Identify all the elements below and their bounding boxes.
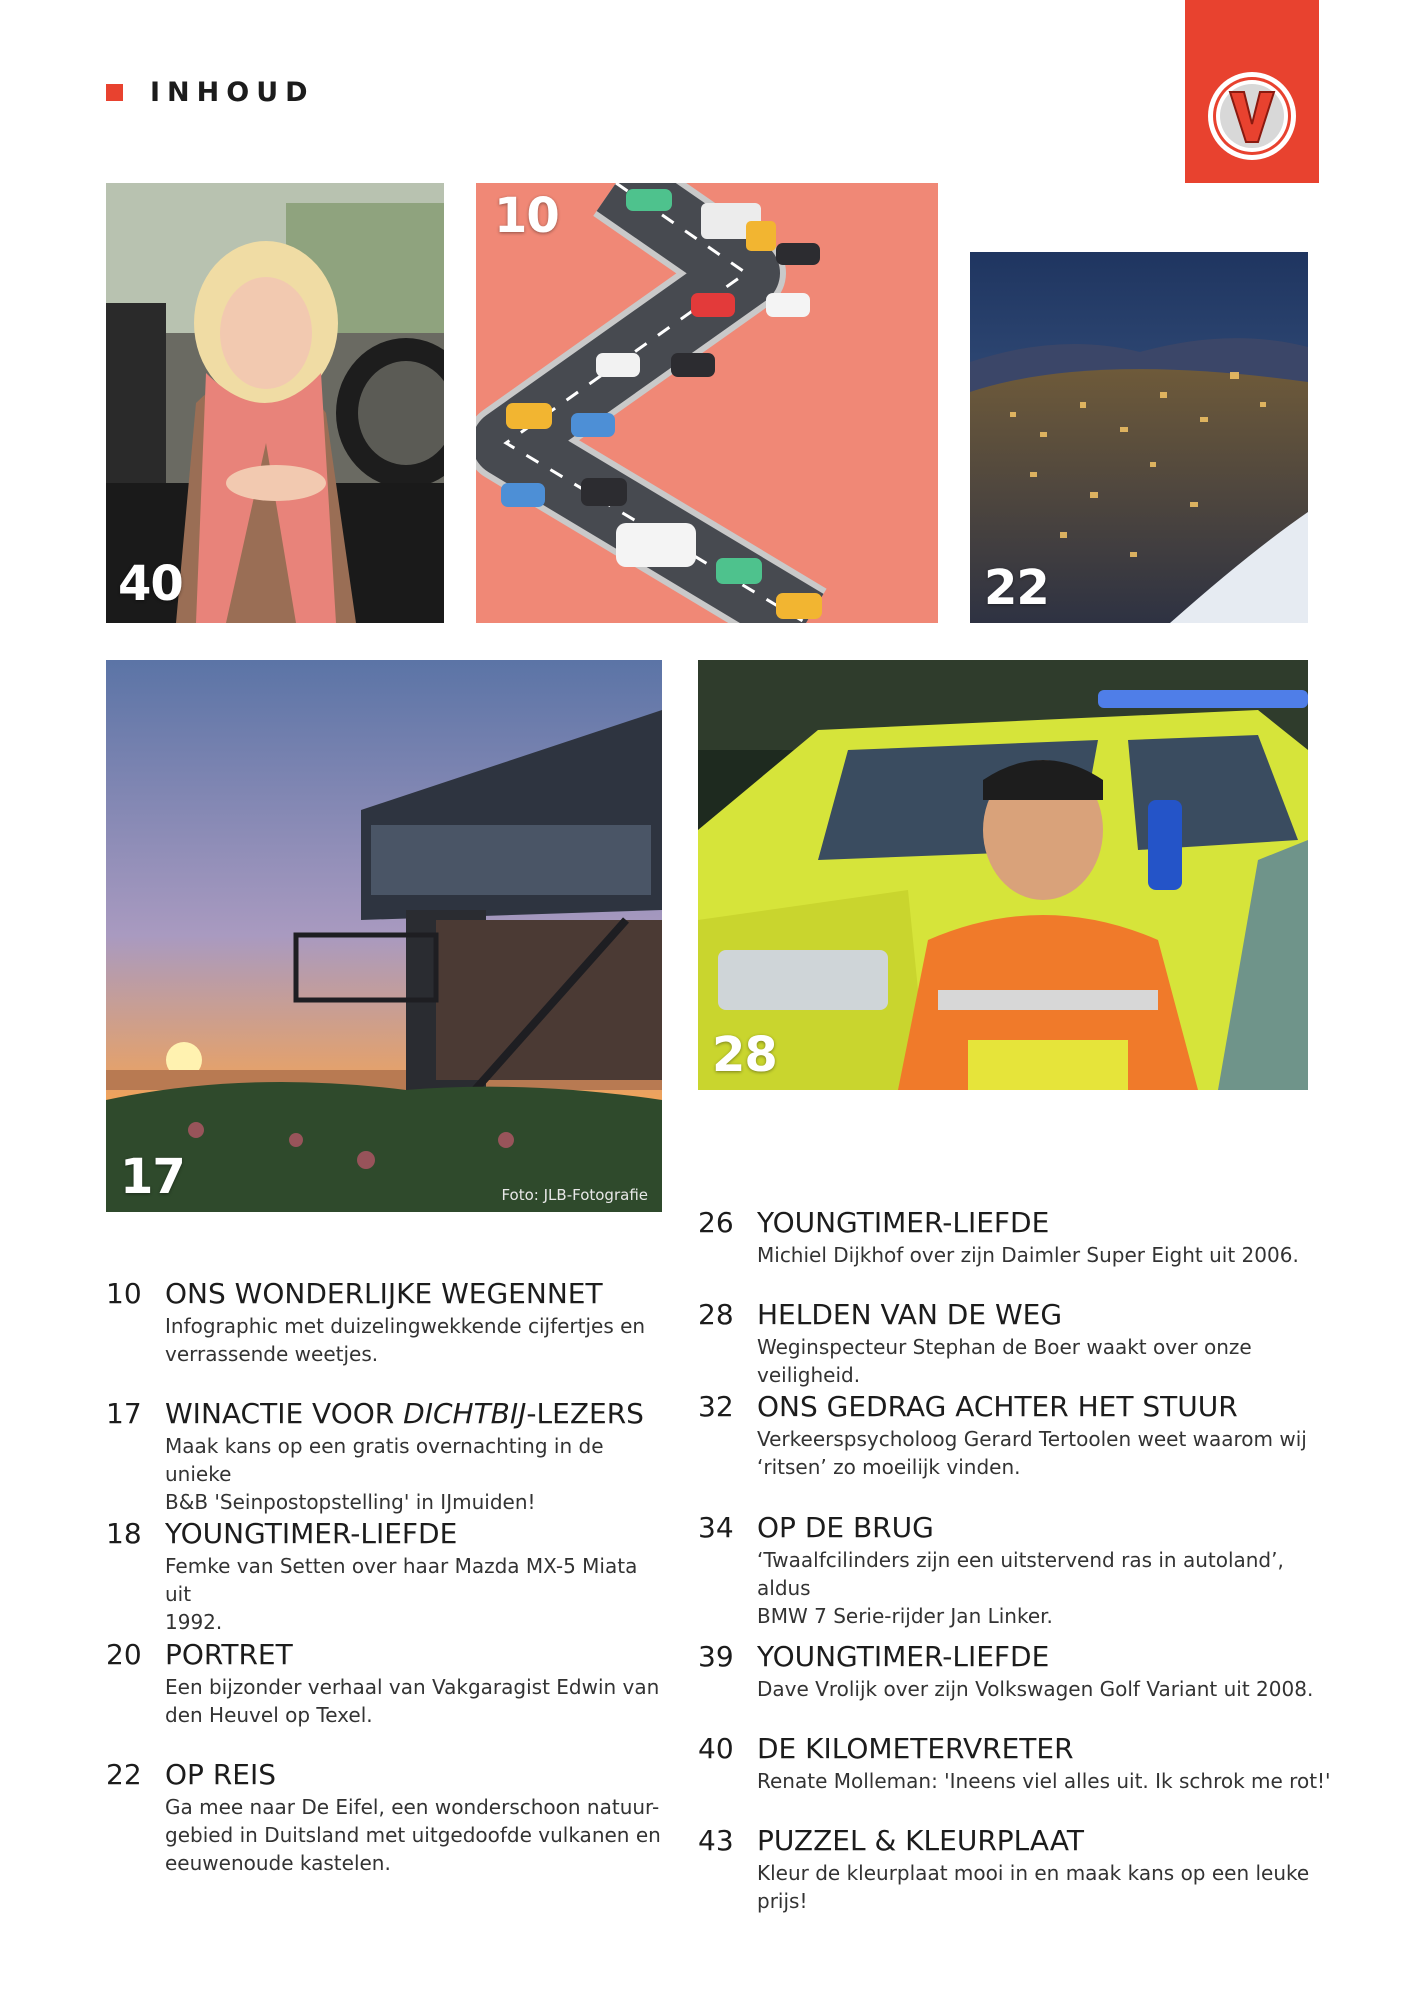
photo-road-infographic xyxy=(476,183,938,623)
photo-number: 17 xyxy=(120,1149,185,1205)
toc-description: Weginspecteur Stephan de Boer waakt over onze veiligheid. xyxy=(757,1335,1252,1387)
photo-number: 10 xyxy=(494,188,559,244)
toc-page-number: 18 xyxy=(106,1517,142,1550)
toc-title: DE KILOMETERVRETER xyxy=(757,1732,1074,1765)
photo-credit: Foto: JLB-Fotografie xyxy=(501,1186,648,1204)
toc-page-number: 34 xyxy=(698,1511,734,1544)
toc-page-number: 32 xyxy=(698,1390,734,1423)
toc-page-number: 26 xyxy=(698,1206,734,1239)
photo-eifel-town-night xyxy=(970,252,1308,623)
brand-logo xyxy=(1185,0,1319,183)
toc-title: ONS WONDERLIJKE WEGENNET xyxy=(165,1277,603,1310)
toc-title: ONS GEDRAG ACHTER HET STUUR xyxy=(757,1390,1238,1423)
toc-description: Maak kans op een gratis overnachting in de unieke B&B 'Seinpostopstelling' in IJmuiden! xyxy=(165,1434,604,1514)
toc-title: OP REIS xyxy=(165,1758,277,1791)
toc-title: PUZZEL & KLEURPLAAT xyxy=(757,1824,1084,1857)
toc-description: Michiel Dijkhof over zijn Daimler Super Eight uit 2006. xyxy=(757,1243,1299,1267)
photo-number: 28 xyxy=(712,1027,777,1083)
photo-number: 40 xyxy=(118,556,183,612)
photo-road-inspector xyxy=(698,660,1308,1090)
toc-description: Femke van Setten over haar Mazda MX-5 Miata uit 1992. xyxy=(165,1554,638,1634)
toc-title: YOUNGTIMER-LIEFDE xyxy=(757,1206,1050,1239)
section-title: INHOUD xyxy=(150,77,315,108)
toc-page-number: 17 xyxy=(106,1397,142,1430)
toc-description: Dave Vrolijk over zijn Volkswagen Golf Variant uit 2008. xyxy=(757,1677,1314,1701)
toc-page-number: 10 xyxy=(106,1277,142,1310)
magazine-name: DICHTBIJ xyxy=(403,1397,527,1430)
photo-woman-in-car xyxy=(106,183,444,623)
toc-description: Renate Molleman: 'Ineens viel alles uit. Ik schrok me rot!' xyxy=(757,1769,1331,1793)
toc-title: YOUNGTIMER-LIEFDE xyxy=(757,1640,1050,1673)
toc-title: YOUNGTIMER-LIEFDE xyxy=(165,1517,458,1550)
toc-page-number: 43 xyxy=(698,1824,734,1857)
toc-page-number: 22 xyxy=(106,1758,142,1791)
toc-title: HELDEN VAN DE WEG xyxy=(757,1298,1063,1331)
photo-number: 22 xyxy=(984,560,1049,616)
toc-description: Verkeerspsycholoog Gerard Tertoolen weet waarom wij ‘ritsen’ zo moeilijk vinden. xyxy=(757,1427,1307,1479)
photo-seinpost-sunset xyxy=(106,660,662,1212)
toc-page-number: 20 xyxy=(106,1638,142,1671)
toc-page-number: 28 xyxy=(698,1298,734,1331)
section-marker xyxy=(106,84,123,101)
toc-description: Kleur de kleurplaat mooi in en maak kans op een leuke prijs! xyxy=(757,1861,1310,1913)
toc-page-number: 39 xyxy=(698,1640,734,1673)
toc-description: Infographic met duizelingwekkende cijfertjes en verrassende weetjes. xyxy=(165,1314,646,1366)
v-logo-icon xyxy=(1204,68,1300,164)
toc-description: Ga mee naar De Eifel, een wonderschoon natuur- gebied in Duitsland met uitgedoofde vulkanen en eeuwenoude kastelen. xyxy=(165,1795,661,1875)
toc-page-number: 40 xyxy=(698,1732,734,1765)
toc-title: WINACTIE VOOR DICHTBIJ-LEZERS xyxy=(165,1397,644,1430)
toc-title: OP DE BRUG xyxy=(757,1511,934,1544)
toc-description: ‘Twaalfcilinders zijn een uitstervend ras in autoland’, aldus BMW 7 Serie-rijder Jan Linker. xyxy=(757,1548,1284,1628)
toc-description: Een bijzonder verhaal van Vakgaragist Edwin van den Heuvel op Texel. xyxy=(165,1675,660,1727)
toc-title: PORTRET xyxy=(165,1638,293,1671)
